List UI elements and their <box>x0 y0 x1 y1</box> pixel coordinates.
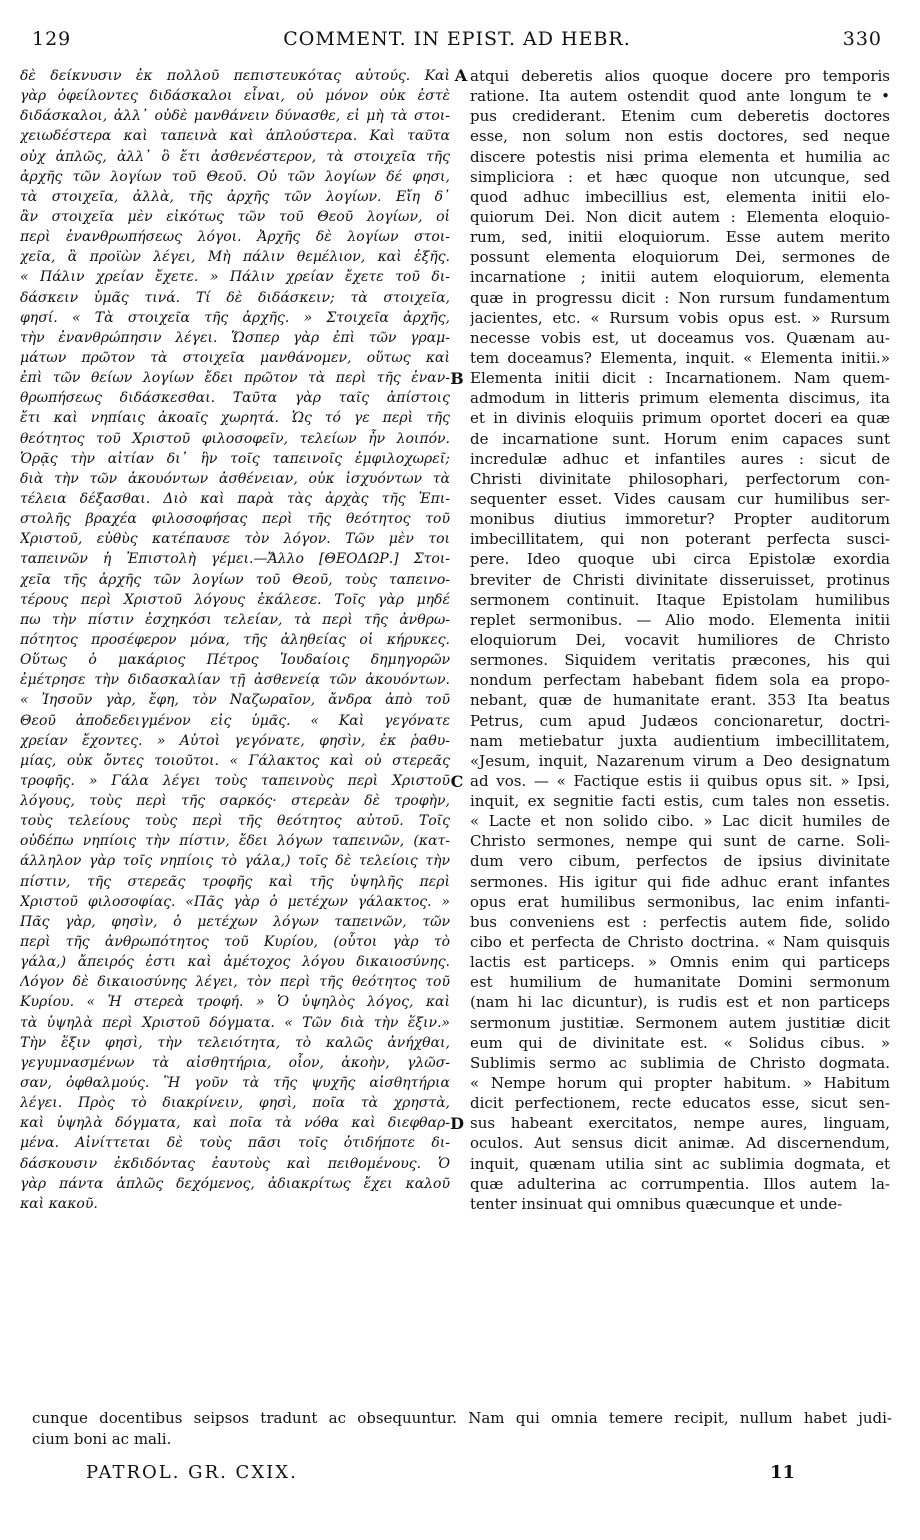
latin-text-line: quæ adulterina ac corrumpentia. Illos autem la- <box>470 1174 890 1193</box>
latin-text-line: nebant, quæ de humanitate erant. 353 Ita beatus <box>470 691 890 710</box>
bottom-text-line: cium boni ac mali. <box>32 1430 172 1448</box>
latin-text-line: replet sermonibus. — Alio modo. Elementa initii <box>470 610 890 629</box>
latin-text-line: (nam hi lac dicuntur), is rudis est et non particeps <box>470 993 890 1012</box>
latin-text-line: est humilium de humanitate Domini sermonum <box>470 973 890 992</box>
greek-text-line: γὰρ πάντα ἁπλῶς δεχόμενος, ἀδιακρίτως ἔχει καλοῦ <box>20 1175 450 1192</box>
greek-text-line: δάσκουσιν ἐκδιδόντας ἑαυτοὺς καὶ πειθομένους. Ὁ <box>20 1155 450 1172</box>
greek-text-line: τέρους περὶ Χριστοῦ λόγους ἐκάλεσε. Τοῖς γὰρ μηδέ <box>20 591 450 608</box>
greek-text-column <box>20 66 450 1214</box>
greek-text-line: διὰ τὴν τῶν ἀκουόντων ἀσθένειαν, οὐκ ἰσχυόντων τὰ <box>20 470 450 487</box>
greek-text-line: πίστιν, τῆς στερεᾶς τροφῆς καὶ τῆς ὑψηλῆς περὶ <box>20 873 450 890</box>
page-header <box>32 28 882 54</box>
latin-text-line: quiorum Dei. Non dicit autem : Elementa eloquio- <box>470 207 890 226</box>
greek-text-line: θρωπήσεως διδάσκεσθαι. Ταῦτα γὰρ ταῖς ἀπίστοις <box>20 390 450 407</box>
latin-text-line: et in divinis eloquiis primum oportet doceri ea quæ <box>470 409 890 428</box>
latin-text-line: ratione. Ita autem ostendit quod ante longum te • <box>470 87 890 106</box>
greek-text-line: περὶ τῆς ἀνθρωπότητος τοῦ Κυρίου, (οὗτοι γὰρ τὸ <box>20 934 450 951</box>
greek-text-line: δάσκειν ὑμᾶς τινά. Τί δὲ διδάσκειν; τὰ στοιχεῖα, <box>20 289 450 306</box>
greek-text-line: Λόγον δὲ δικαιοσύνης λέγει, τὸν περὶ τῆς θεότητος τοῦ <box>20 974 450 991</box>
latin-text-line: breviter de Christi divinitate disseruisset, protinus <box>470 570 890 589</box>
latin-text-line: quod adhuc imbecillius est, elementa initii elo- <box>470 187 890 206</box>
margin-letter-d: D <box>450 1114 464 1133</box>
latin-text-line: nondum perfectam habebant fidem sola ea propo- <box>470 671 890 690</box>
greek-text-line: Τὴν ἕξιν φησὶ, τὴν τελειότητα, τὸ καλῶς ἀνήχθαι, <box>20 1034 450 1051</box>
latin-text-line: esse, non solum non estis doctores, sed neque <box>470 127 890 146</box>
bottom-full-width-lines <box>32 1408 892 1450</box>
page-number-left: 129 <box>32 28 72 50</box>
latin-text-line: rum, sed, initii eloquiorum. Esse autem merito <box>470 228 890 247</box>
greek-text-line: τὴν ἐνανθρώπησιν λέγει. Ὥσπερ γὰρ ἐπὶ τῶν γραμ- <box>20 329 450 346</box>
latin-text-line: admodum in litteris primum elementa discimus, ita <box>470 389 890 408</box>
greek-text-line: ἔτι καὶ νηπίαις ἀκοαῖς χωρητά. Ὡς τό γε περὶ τῆς <box>20 410 450 427</box>
greek-text-line: καὶ ὑψηλὰ δόγματα, καὶ ποῖα τὰ νόθα καὶ διεφθαρ- <box>20 1115 450 1132</box>
latin-text-line: eum qui de divinitate est. « Solidus cibus. » <box>470 1033 890 1052</box>
latin-text-line: bus conveniens est : perfectis autem fide, solido <box>470 912 890 931</box>
latin-text-line: possunt elementa eloquiorum Dei, sermones de <box>470 248 890 267</box>
greek-text-line: μάτων πρῶτον τὰ στοιχεῖα μανθάνομεν, οὕτως καὶ <box>20 349 450 366</box>
greek-text-line: χεῖα τῆς ἀρχῆς τῶν λογίων τοῦ Θεοῦ, τοὺς ταπεινο- <box>20 571 450 588</box>
latin-text-line: lactis est particeps. » Omnis enim qui particeps <box>470 953 890 972</box>
greek-text-line: Θεοῦ ἀποδεδειγμένον εἰς ὑμᾶς. « Καὶ γεγόνατε <box>20 712 450 729</box>
latin-text-line: dum vero cibum, perfectos de ipsius divinitate <box>470 852 890 871</box>
latin-text-line: sermonum justitiæ. Sermonem autem justitiæ dicit <box>470 1013 890 1032</box>
latin-text-line: necesse vobis est, ut doceamus vos. Quænam au- <box>470 328 890 347</box>
greek-text-line: ἂν στοιχεῖα μὲν εἰκότως τῶν τοῦ Θεοῦ λογίων, οἱ <box>20 208 450 225</box>
greek-text-line: λέγει. Πρὸς τὸ διακρίνειν, φησὶ, ποῖα τὰ χρηστὰ, <box>20 1095 450 1112</box>
latin-text-line: imbecillitatem, qui non poterant perfecta susci- <box>470 530 890 549</box>
running-title: COMMENT. IN EPIST. AD HEBR. <box>283 28 631 50</box>
latin-text-line: inquit, quænam utilia sint ac sublimia dogmata, et <box>470 1154 890 1173</box>
latin-text-line: sermonem continuit. Itaque Epistolam humilibus <box>470 590 890 609</box>
greek-text-line: Χριστοῦ, εὐθὺς κατέπαυσε τὸν λόγον. Τῶν μὲν τοι <box>20 531 450 548</box>
latin-text-line: incarnatione ; initii autem eloquiorum, elementa <box>470 268 890 287</box>
latin-text-line: discere potestis nisi prima elementa et humilia ac <box>470 147 890 166</box>
greek-text-line: στολῆς βραχέα φιλοσοφήσας περὶ τῆς θεότητος τοῦ <box>20 511 450 528</box>
greek-text-line: ταπεινῶν ἡ Ἐπιστολὴ γέμει.—Ἄλλο [ΘΕΟΔΩΡ.] Στοι- <box>20 551 450 568</box>
latin-text-line: oculos. Aut sensus dicit animæ. Ad discernendum, <box>470 1134 890 1153</box>
greek-text-line: πότητος προσέφερον μόνα, τῆς ἀληθείας οἱ κήρυκες. <box>20 631 450 648</box>
page-footer <box>0 1462 920 1492</box>
latin-text-line: tenter insinuat qui omnibus quæcunque et unde- <box>470 1194 843 1213</box>
greek-text-line: περὶ ἐνανθρωπήσεως λόγοι. Ἀρχῆς δὲ λογίων στοι- <box>20 229 450 246</box>
latin-text-line: atqui deberetis alios quoque docere pro temporis <box>470 67 890 85</box>
greek-text-line: χεῖα, ἃ προϊὼν λέγει, Μὴ πάλιν θεμέλιον, καὶ ἑξῆς. <box>20 249 450 266</box>
greek-text-line: ἐμέτρησε τὴν διδασκαλίαν τῇ ἀσθενείᾳ τῶν ἀκουόντων. <box>20 672 450 689</box>
greek-text-line: γάλα,) ἄπειρός ἐστι καὶ ἀμέτοχος λόγου δικαιοσύνης. <box>20 954 450 971</box>
greek-text-line: γεγυμνασμένων τὰ αἰσθητήρια, οἷον, ἀκοὴν, γλῶσ- <box>20 1054 450 1071</box>
latin-text-line: Christo sermones, nempe qui sunt de carne. Soli- <box>470 832 890 851</box>
latin-text-line: Petrus, cum apud Judæos concionaretur, doctri- <box>470 711 890 730</box>
margin-letter-c: C <box>450 772 464 791</box>
latin-text-line: quæ in progressu dicit : Non rursum fundamentum <box>470 288 890 307</box>
latin-text-line: pere. Ideo quoque ubi circa Epistolæ exordia <box>470 550 890 569</box>
margin-letter-a: A <box>454 66 468 85</box>
signature-mark-right: 11 <box>770 1462 796 1483</box>
greek-text-line: τὰ στοιχεῖα, ἀλλὰ, τῆς ἀρχῆς τῶν λογίων. Εἴη δ᾽ <box>20 188 450 205</box>
latin-text-line: inquit, ex segnitie facti estis, cum tales non essetis. <box>470 792 890 811</box>
greek-text-line: πω τὴν πίστιν ἐσχηκόσι τελείαν, τὰ περὶ τῆς ἀνθρω- <box>20 611 450 628</box>
latin-text-line: monibus diutius immoretur? Propter auditorum <box>470 510 890 529</box>
latin-text-line: opus erat humilibus sermonibus, lac enim infanti- <box>470 892 890 911</box>
latin-text-line: « Lacte et non solido cibo. » Lac dicit humiles de <box>470 812 890 831</box>
greek-text-line: άλληλον γὰρ τοῖς νηπίοις τὸ γάλα,) τοῖς δὲ τελείοις τὴν <box>20 853 450 870</box>
latin-text-line: sus habeant exercitatos, nempe aures, linguam, <box>470 1114 890 1133</box>
latin-text-line: ad vos. — « Factique estis ii quibus opus sit. » Ipsi, <box>470 771 890 790</box>
greek-text-line: ἀρχῆς τῶν λογίων τοῦ Θεοῦ. Οὐ τῶν λογίων δέ φησι, <box>20 168 450 185</box>
greek-text-line: τροφῆς. » Γάλα λέγει τοὺς ταπεινοὺς περὶ Χριστοῦ <box>20 772 450 789</box>
greek-text-line: χειωδέστερα καὶ ταπεινὰ καὶ ἁπλούστερα. Καὶ ταῦτα <box>20 128 450 145</box>
latin-text-line: sermones. Siquidem veritatis præcones, his qui <box>470 651 890 670</box>
greek-text-line: καὶ κακοῦ. <box>20 1195 98 1212</box>
greek-text-line: λόγους, τοὺς περὶ τῆς σαρκός· στερεὰν δὲ τροφὴν, <box>20 793 450 810</box>
greek-text-line: τοὺς τελείους τοὺς περὶ τῆς θεότητος αὐτοῦ. Τοῖς <box>20 813 450 830</box>
greek-text-line: Κυρίου. « Ἡ στερεὰ τροφή. » Ὁ ὑψηλὸς λόγος, καὶ <box>20 994 450 1011</box>
greek-text-line: τέλεια δέξασθαι. Διὸ καὶ παρὰ τὰς ἀρχὰς τῆς Ἐπι- <box>20 490 450 507</box>
latin-text-line: sequenter esset. Vides causam cur humilibus ser- <box>470 489 890 508</box>
greek-text-line: φησί. « Τὰ στοιχεῖα τῆς ἀρχῆς. » Στοιχεῖα ἀρχῆς, <box>20 309 450 326</box>
greek-text-line: Πᾶς γὰρ, φησὶν, ὁ μετέχων λόγων ταπεινῶν, τῶν <box>20 913 450 930</box>
latin-text-line: jacientes, etc. « Rursum vobis opus est. » Rursum <box>470 308 890 327</box>
greek-text-line: οὐδέπω νηπίοις τὴν πίστιν, ἔδει λόγων ταπεινῶν, (κατ- <box>20 833 450 850</box>
signature-mark-left: PATROL. GR. CXIX. <box>86 1462 298 1483</box>
latin-text-line: de incarnatione sunt. Horum enim capaces sunt <box>470 429 890 448</box>
greek-text-line: χρείαν ἔχοντες. » Αὐτοὶ γεγόνατε, φησὶν, ἐκ ῥαθυ- <box>20 732 450 749</box>
latin-text-line: dicit perfectionem, recte educatos esse, sicut sen- <box>470 1094 890 1113</box>
bottom-text-line: cunque docentibus seipsos tradunt ac obsequuntur. Nam qui omnia temere recipit, nullum habet judi- <box>32 1409 892 1427</box>
latin-text-line: pus crediderant. Etenim cum deberetis doctores <box>470 107 890 126</box>
greek-text-line: « Πάλιν χρείαν ἔχετε. » Πάλιν χρείαν ἔχετε τοῦ δι- <box>20 269 450 286</box>
latin-text-line: tem doceamus? Elementa, inquit. « Elementa initii.» <box>470 348 890 367</box>
greek-text-line: τὰ ὑψηλὰ περὶ Χριστοῦ δόγματα. « Τῶν διὰ τὴν ἕξιν.» <box>20 1014 450 1031</box>
greek-text-line: γὰρ ὀφείλοντες διδάσκαλοι εἶναι, οὐ μόνον οὐκ ἐστὲ <box>20 88 450 105</box>
greek-text-line: σαν, ὀφθαλμούς. Ἢ γοῦν τὰ τῆς ψυχῆς αἰσθητήρια <box>20 1075 450 1092</box>
greek-text-line: Ὁρᾷς τὴν αἰτίαν δι᾽ ἣν τοῖς ταπεινοῖς ἐμφιλοχωρεῖ; <box>20 450 450 467</box>
greek-text-line: Οὕτως ὁ μακάριος Πέτρος Ἰουδαίοις δημηγορῶν <box>20 652 450 669</box>
latin-text-line: Sublimis sermo ac sublimia de Christo dogmata. <box>470 1053 890 1072</box>
latin-text-line: sermones. His igitur qui fide adhuc erant infantes <box>470 872 890 891</box>
greek-text-line: Χριστοῦ φιλοσοφίας. «Πᾶς γὰρ ὁ μετέχων γάλακτος. » <box>20 893 450 910</box>
greek-text-line: διδάσκαλοι, ἀλλ᾽ οὐδὲ μανθάνειν δύνασθε, εἰ μὴ τὰ στοι- <box>20 108 450 125</box>
latin-text-line: eloquiorum Dei, vocavit humiliores de Christo <box>470 630 890 649</box>
latin-text-line: Elementa initii dicit : Incarnationem. Nam quem- <box>470 369 890 388</box>
greek-text-line: θεότητος τοῦ Χριστοῦ φιλοσοφεῖν, τελείων ἦν λοιπόν. <box>20 430 450 447</box>
latin-text-line: « Nempe horum qui propter habitum. » Habitum <box>470 1074 890 1093</box>
latin-text-line: Christi divinitate philosophari, perfectorum con- <box>470 469 890 488</box>
latin-text-line: cibo et perfecta de Christo doctrina. « Nam quisquis <box>470 933 890 952</box>
latin-text-line: «Jesum, inquit, Nazarenum virum a Deo designatum <box>470 751 890 770</box>
greek-text-line: ἐπὶ τῶν θείων λογίων ἔδει πρῶτον τὰ περὶ τῆς ἐναν- <box>20 370 450 387</box>
latin-text-column <box>470 66 890 1214</box>
greek-text-line: δὲ δείκνυσιν ἐκ πολλοῦ πεπιστευκότας αὐτούς. Καὶ <box>20 68 450 84</box>
latin-text-line: incredulæ adhuc et infantiles aures : sicut de <box>470 449 890 468</box>
margin-letter-b: B <box>450 369 464 388</box>
greek-text-line: « Ἰησοῦν γὰρ, ἔφη, τὸν Ναζωραῖον, ἄνδρα ἀπὸ τοῦ <box>20 692 450 709</box>
greek-text-line: μένα. Αἰνίττεται δὲ τοὺς πᾶσι τοῖς ὁτιδήποτε δι- <box>20 1135 450 1152</box>
latin-text-line: simpliciora : et hæc quoque non utcunque, sed <box>470 167 890 186</box>
greek-text-line: μίας, οὐκ ὄντες τοιοῦτοι. « Γάλακτος καὶ οὐ στερεᾶς <box>20 752 450 769</box>
latin-text-line: nam metiebatur juxta audientium imbecillitatem, <box>470 731 890 750</box>
greek-text-line: οὐχ ἁπλῶς, ἀλλ᾽ ὃ ἔτι ἀσθενέστερον, τὰ στοιχεῖα τῆς <box>20 148 450 165</box>
page-number-right: 330 <box>842 28 882 50</box>
